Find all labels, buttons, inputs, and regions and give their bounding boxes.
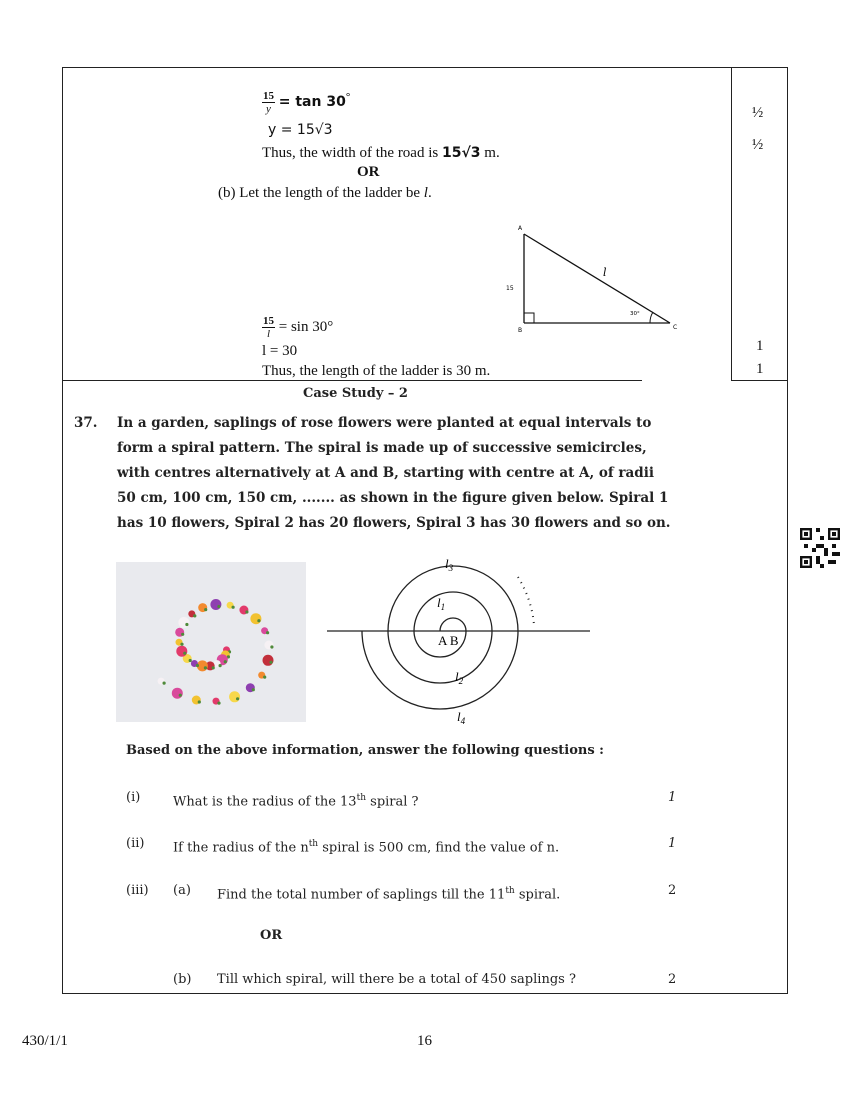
question-iii-b-marks: 2	[668, 972, 677, 987]
leaf	[252, 688, 255, 691]
mark-3: 1	[756, 338, 764, 354]
passage-line: form a spiral pattern. The spiral is made up of successive semicircles,	[117, 440, 647, 456]
leaf	[257, 619, 260, 622]
question-text: spiral ?	[366, 794, 419, 810]
question-or-label: OR	[260, 928, 283, 943]
leaf	[185, 623, 188, 626]
question-i-marks: 1	[668, 790, 677, 805]
question-text: What is the radius of the 13	[173, 794, 357, 810]
table-border-bottom	[62, 993, 788, 994]
row-divider	[62, 380, 642, 381]
fraction	[262, 90, 275, 115]
passage-line: 50 cm, 100 cm, 150 cm, ....... as shown in the figure given below. Spiral 1	[117, 490, 669, 506]
spiral-label-l4: $l_4$	[457, 709, 466, 726]
question-iii-a-text	[217, 882, 560, 904]
spiral-label-l1: $l_1$	[437, 595, 446, 612]
leaf	[219, 664, 222, 667]
equation-tan	[262, 88, 350, 115]
leaf	[217, 702, 220, 705]
hypotenuse-label: l	[603, 266, 607, 279]
superscript: th	[505, 886, 515, 896]
leaf	[245, 610, 248, 613]
question-text: spiral is 500 cm, find the value of n.	[318, 840, 560, 856]
triangle-hypotenuse	[524, 234, 670, 323]
vertex-a-label: A	[518, 225, 523, 232]
equation-y: y = 15√3	[268, 122, 333, 138]
leaf	[224, 660, 227, 663]
vertex-b-label: B	[518, 327, 523, 334]
spiral-label-l2: $l_2$	[455, 669, 464, 686]
question-text: spiral.	[514, 887, 561, 903]
equation-l: l = 30	[262, 343, 298, 359]
flower	[210, 599, 221, 610]
row-divider-right	[731, 380, 787, 381]
table-border-left	[62, 67, 63, 994]
superscript: th	[356, 793, 367, 803]
width-conclusion	[262, 144, 500, 162]
case-study-passage	[117, 411, 671, 536]
leaf	[183, 652, 186, 655]
question-iii-number: (iii)	[126, 883, 149, 898]
superscript: th	[308, 839, 319, 849]
leaf	[236, 697, 239, 700]
leaf	[217, 605, 220, 608]
question-number: 37.	[74, 415, 98, 431]
question-ii-number: (ii)	[126, 836, 145, 851]
equation-rhs: = sin 30°	[278, 318, 334, 335]
spiral-center-label: A B	[438, 633, 459, 648]
footer-paper-code: 430/1/1	[22, 1033, 68, 1049]
spiral-diagram	[322, 555, 592, 730]
question-iii-a-marks: 2	[668, 883, 677, 898]
leaf	[163, 682, 166, 685]
questions-intro: Based on the above information, answer the following questions :	[126, 743, 604, 758]
leaf	[212, 666, 215, 669]
part-b-text: (b) Let the length of the ladder be	[218, 185, 424, 201]
passage-line: with centres alternatively at A and B, starting with centre at A, of radii	[117, 465, 654, 481]
fraction	[262, 315, 275, 340]
fraction-denominator: l	[266, 328, 271, 340]
leaf	[204, 666, 207, 669]
spiral-continuation-dots	[518, 577, 534, 625]
leaf	[263, 676, 266, 679]
fraction-numerator: 15	[263, 315, 274, 327]
spiral-label-l3: $l_3$	[445, 556, 454, 573]
flower	[176, 646, 187, 657]
table-border-right	[787, 67, 788, 994]
leaf	[180, 643, 183, 646]
part-b-end: .	[427, 185, 432, 201]
side-ab-label: 15	[506, 285, 514, 292]
question-text: If the radius of the n	[173, 840, 309, 856]
leaf	[189, 659, 192, 662]
leaf	[181, 633, 184, 636]
flower	[263, 655, 274, 666]
leaf	[232, 606, 235, 609]
ladder-triangle-figure	[500, 220, 690, 340]
question-ii-marks: 1	[668, 836, 677, 851]
flower-spiral-photo	[116, 562, 306, 722]
question-ii-text	[173, 835, 559, 857]
leaf	[193, 614, 196, 617]
qr-code	[800, 528, 840, 568]
leaf	[269, 661, 272, 664]
passage-line: In a garden, saplings of rose flowers were planted at equal intervals to	[117, 415, 652, 431]
flower	[250, 613, 261, 624]
part-b-intro	[218, 184, 432, 202]
right-angle-mark	[524, 313, 534, 323]
ladder-conclusion: Thus, the length of the ladder is 30 m.	[262, 363, 491, 379]
equation-sin	[262, 315, 333, 340]
mark-4: 1	[756, 361, 764, 377]
question-text: Find the total number of saplings till the 11	[217, 887, 506, 903]
flower	[229, 691, 240, 702]
mark-2: ½	[752, 137, 764, 153]
conclusion-value: 15√3	[441, 145, 481, 161]
flower	[172, 688, 183, 699]
angle-arc	[650, 312, 653, 323]
passage-line: has 10 flowers, Spiral 2 has 20 flowers, Spiral 3 has 30 flowers and so on.	[117, 515, 671, 531]
leaf	[270, 645, 273, 648]
vertex-c-label: C	[673, 324, 678, 331]
marks-column-divider	[731, 67, 732, 380]
case-study-title: Case Study – 2	[303, 386, 408, 401]
equation-rhs: = tan 30	[278, 94, 346, 110]
flower	[178, 617, 189, 628]
fraction-denominator: y	[266, 103, 271, 116]
or-label: OR	[357, 164, 380, 180]
conclusion-prefix: Thus, the width of the road is	[262, 145, 442, 161]
conclusion-suffix: m.	[480, 145, 500, 161]
leaf	[196, 664, 199, 667]
question-iii-b-label: (b)	[173, 972, 192, 987]
mark-1: ½	[752, 105, 764, 121]
leaf	[198, 700, 201, 703]
leaf	[179, 694, 182, 697]
degree-symbol: °	[345, 91, 351, 103]
footer-page-number: 16	[417, 1033, 432, 1049]
angle-label: 30°	[630, 311, 640, 317]
table-border-top	[62, 67, 788, 68]
question-iii-a-label: (a)	[173, 883, 191, 898]
fraction-numerator: 15	[263, 90, 274, 103]
leaf	[204, 608, 207, 611]
leaf	[266, 631, 269, 634]
question-i-number: (i)	[126, 790, 141, 805]
question-i-text	[173, 789, 419, 811]
part-b-variable: l	[423, 185, 428, 201]
question-iii-b-text: Till which spiral, will there be a total of 450 saplings ?	[217, 972, 576, 987]
